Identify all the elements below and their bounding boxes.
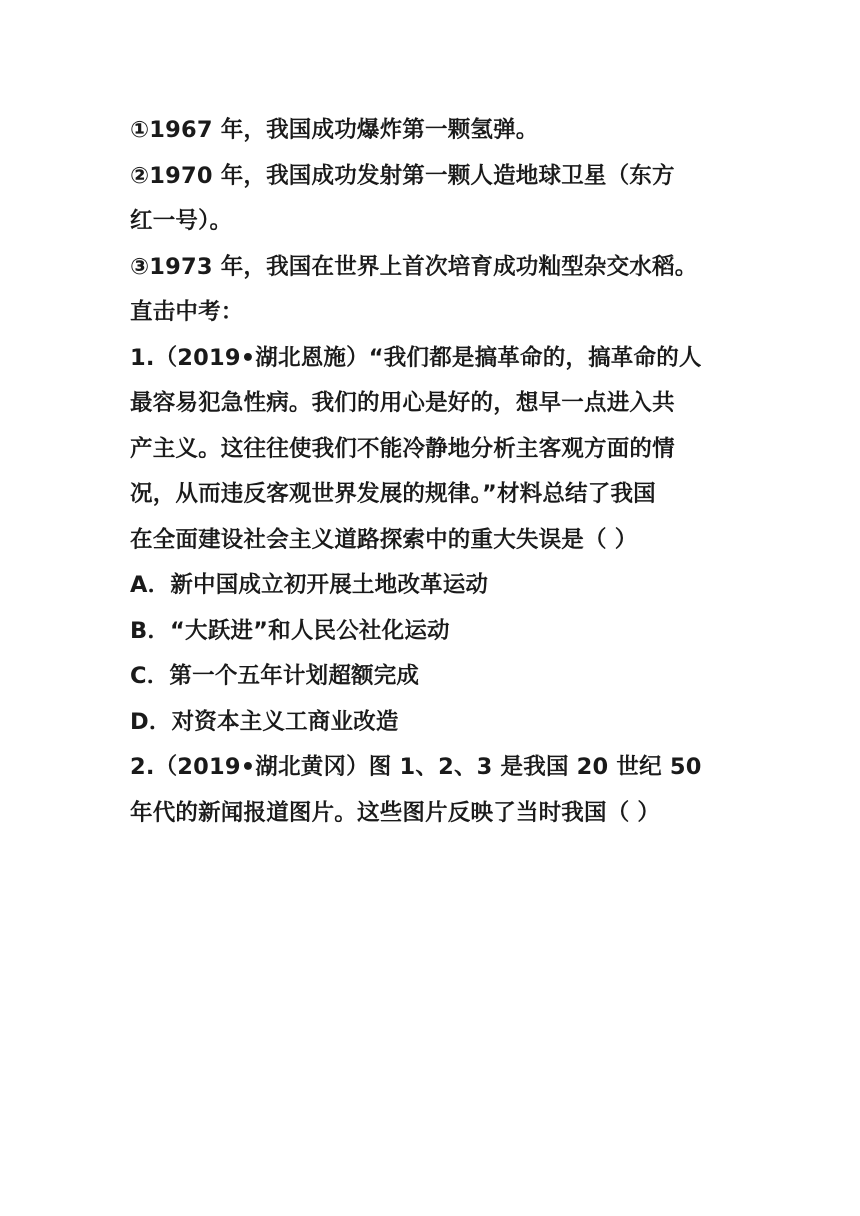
question-1-line-5: 在全面建设社会主义道路探索中的重大失误是（ ） [130,526,638,553]
question-1-line-4: 况，从而违反客观世界发展的规律。”材料总结了我国 [130,481,656,507]
question-2-line-1: 2.（2019•湖北黄冈）图 1、2、3 是我国 20 世纪 50 [130,754,702,780]
fact-line-3: ③1973 年，我国在世界上首次培育成功籼型杂交水稻。 [130,253,698,280]
question-2-line-2: 年代的新闻报道图片。这些图片反映了当时我国（ ） [130,799,661,826]
question-1-option-c: C．第一个五年计划超额完成 [130,663,420,689]
section-title: 直击中考： [130,299,244,325]
question-1-option-b: B．“大跃进”和人民公社化运动 [130,617,450,644]
question-1-option-a: A．新中国成立初开展土地改革运动 [130,572,489,598]
fact-line-2: ②1970 年，我国成功发射第一颗人造地球卫星（东方 [130,162,675,189]
fact-line-1: ①1967 年，我国成功爆炸第一颗氢弹。 [130,117,539,143]
fact-line-2-continued: 红一号）。 [130,208,233,234]
question-1-option-d: D．对资本主义工商业改造 [130,708,399,735]
question-1-line-2: 最容易犯急性病。我们的用心是好的，想早一点进入共 [130,390,675,416]
question-1-line-1: 1.（2019•湖北恩施）“我们都是搞革命的，搞革命的人 [130,344,702,371]
question-1-line-3: 产主义。这往往使我们不能冷静地分析主客观方面的情 [130,435,675,462]
document-page [130,108,730,836]
